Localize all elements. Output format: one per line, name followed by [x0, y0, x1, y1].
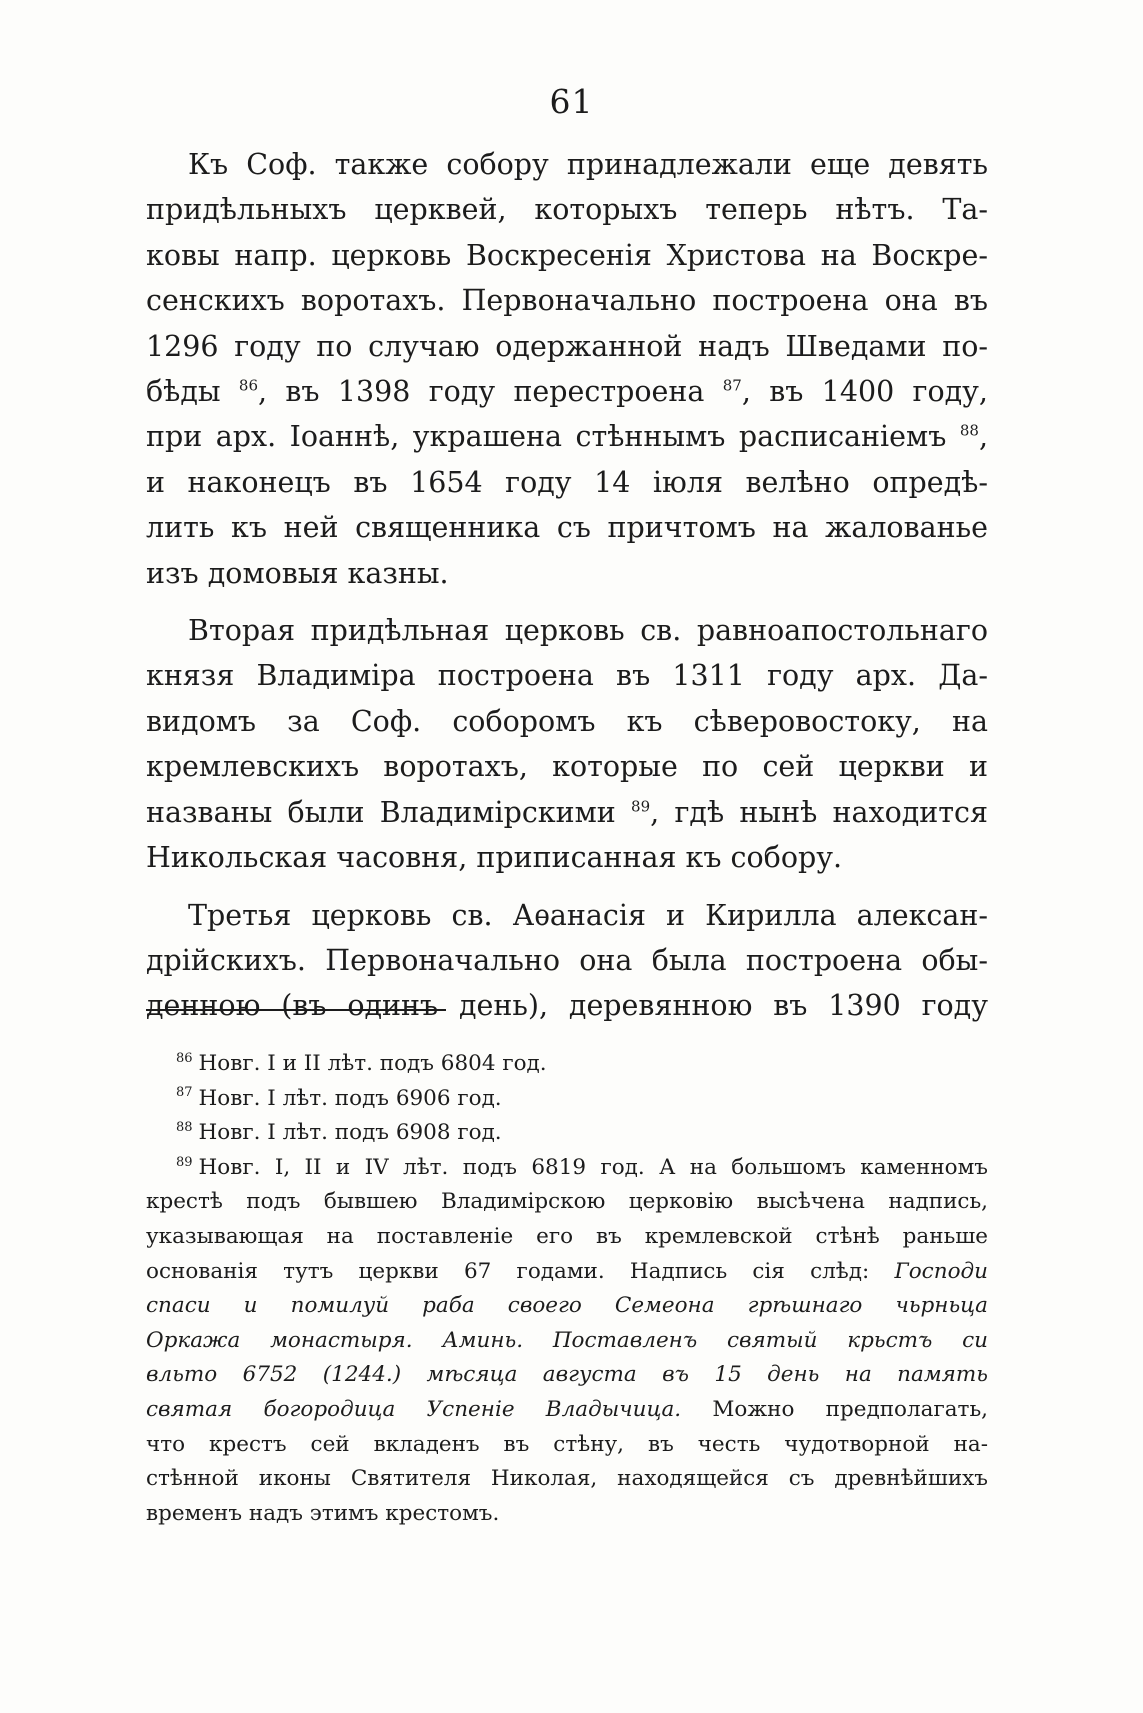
main-text [146, 142, 988, 1041]
page-number: 61 [549, 82, 594, 121]
text-line: денною (въ одинъ день), деревянною въ 1390 году [146, 989, 988, 1023]
text-line: кремлевскихъ воротахъ, которые по сей церкви и [146, 750, 988, 784]
footnote-line: указывающая на поставленіе его въ кремлевской стѣнѣ раньше [146, 1223, 988, 1249]
footnote-line: $^{89}$ Новг. I, II и IV лѣт. подъ 6819 год. А на большомъ каменномъ [176, 1154, 988, 1180]
footnote-89 [146, 1151, 988, 1532]
footnote-line: вльто 6752 (1244.) мѣсяца августа въ 15 день на память [146, 1362, 988, 1388]
text-line: лить къ ней священника съ причтомъ на жалованье [146, 511, 988, 545]
text-line: князя Владиміра построена въ 1311 году арх. Да- [146, 659, 988, 693]
footnote-line: временъ надъ этимъ крестомъ. [146, 1500, 500, 1526]
footnote-number: 86 [176, 1050, 193, 1066]
footnote-line: Оркажа монастыря. Аминь. Поставленъ святый крьстъ си [146, 1327, 988, 1353]
footnote-86 [146, 1047, 988, 1082]
text-line: при арх. Іоаннѣ, украшена стѣннымъ расписаніемъ $^{88}$, [146, 420, 988, 454]
footnote-line: основанія тутъ церкви 67 годами. Надпись сія слѣд: Господи [146, 1258, 988, 1284]
text-line: Третья церковь св. Аѳанасія и Кирилла алексан- [188, 898, 988, 932]
text-line: 1296 году по случаю одержанной надъ Шведами по- [146, 329, 988, 363]
footnote-divider [146, 1009, 446, 1011]
text-line: Къ Соф. также собору принадлежали еще девять [188, 148, 988, 181]
text-line: сенскихъ воротахъ. Первоначально построена она въ [146, 284, 988, 318]
footnote-line: $^{86}$ Новг. I и II лѣт. подъ 6804 год. [176, 1050, 547, 1076]
paragraph-1 [146, 142, 988, 596]
footnote-line: спаси и помилуй раба своего Семеона грѣшнаго чьрньца [146, 1293, 988, 1319]
text-line: названы были Владимірскими $^{89}$, гдѣ нынѣ находится [146, 795, 988, 829]
text-line: ковы напр. церковь Воскресенія Христова на Воскре- [146, 238, 988, 272]
footnote-ref[interactable]: 87 [722, 376, 742, 395]
footnote-line: стѣнной иконы Святителя Николая, находящейся съ древнѣйшихъ [146, 1466, 988, 1492]
footnote-ref[interactable]: 89 [631, 797, 651, 816]
footnote-line: святая богородица Успеніе Владычица. Можно предполагать, [146, 1396, 988, 1422]
text-line: дрійскихъ. Первоначально она была построена обы- [146, 943, 988, 977]
footnotes [146, 1047, 988, 1531]
footnote-line: $^{87}$ Новг. I лѣт. подъ 6906 год. [176, 1085, 502, 1111]
footnote-87 [146, 1082, 988, 1117]
footnote-ref[interactable]: 86 [238, 376, 258, 395]
footnote-number: 87 [176, 1085, 193, 1101]
text-line: Вторая придѣльная церковь св. равноапостольнаго [188, 614, 988, 648]
footnote-line: крестѣ подъ бывшею Владимірскою церковію высѣчена надпись, [146, 1189, 988, 1215]
footnote-line: $^{88}$ Новг. I лѣт. подъ 6908 год. [176, 1120, 502, 1146]
paragraph-2 [146, 608, 988, 880]
text-line: изъ домовыя казны. [146, 556, 449, 590]
text-line: бѣды $^{86}$, въ 1398 году перестроена $^{87}$, въ 1400 году, [146, 375, 988, 409]
text-line: видомъ за Соф. соборомъ къ сѣверовостоку, на [146, 704, 988, 738]
footnote-ref[interactable]: 88 [959, 421, 979, 440]
text-line: и наконецъ въ 1654 году 14 іюля велѣно опредѣ- [146, 465, 988, 499]
text-line: придѣльныхъ церквей, которыхъ теперь нѣтъ. Та- [146, 193, 988, 227]
footnote-88 [146, 1116, 988, 1151]
footnote-number: 89 [176, 1154, 193, 1170]
footnote-number: 88 [176, 1120, 193, 1136]
footnote-line: что крестъ сей вкладенъ въ стѣну, въ честь чудотворной на- [146, 1431, 988, 1457]
text-line: Никольская часовня, приписанная къ собору. [146, 841, 843, 875]
